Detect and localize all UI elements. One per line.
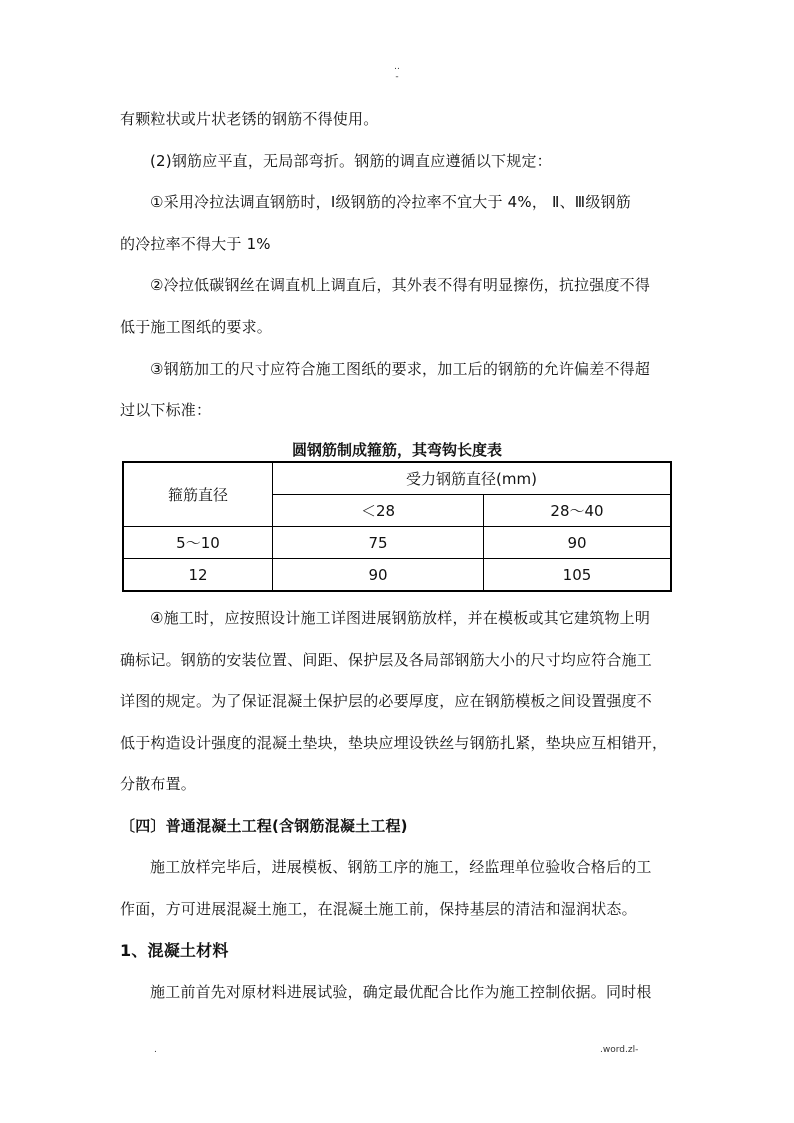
paragraph-line: ③钢筋加工的尺寸应符合施工图纸的要求，加工后的钢筋的允许偏差不得超 <box>150 360 651 378</box>
paragraph-line: 分散布置。 <box>120 775 197 793</box>
table-cell: 105 <box>484 559 672 592</box>
table-row <box>123 559 671 592</box>
header-mark-line2: - <box>395 72 399 82</box>
paragraph-line: 低于施工图纸的要求。 <box>120 318 273 336</box>
paragraph-line: (2)钢筋应平直，无局部弯折。钢筋的调直应遵循以下规定： <box>150 152 552 170</box>
paragraph-line: 的冷拉率不得大于 1% <box>120 235 271 253</box>
header-mark-line1: .. <box>394 62 400 72</box>
table-cell: 90 <box>273 559 484 592</box>
paragraph-line: ①采用冷拉法调直钢筋时，Ⅰ级钢筋的冷拉率不宜大于 4%， Ⅱ、Ⅲ级钢筋 <box>150 193 631 211</box>
paragraph-line: 施工放样完毕后，进展模板、钢筋工序的施工，经监理单位验收合格后的工 <box>150 858 652 876</box>
paragraph-line: ②冷拉低碳钢丝在调直机上调直后，其外表不得有明显擦伤，抗拉强度不得 <box>150 276 651 294</box>
table-col-header: ＜28 <box>273 495 484 527</box>
paragraph-line: 低于构造设计强度的混凝土垫块，垫块应埋设铁丝与钢筋扎紧，垫块应互相错开， <box>120 734 668 752</box>
paragraph-line: 作面，方可进展混凝土施工，在混凝土施工前，保持基层的清洁和湿润状态。 <box>120 900 637 918</box>
paragraph-line: 过以下标准： <box>120 401 212 419</box>
paragraph-line: 有颗粒状或片状老锈的钢筋不得使用。 <box>120 110 379 128</box>
table-cell: 90 <box>484 527 672 559</box>
table-col-header: 28～40 <box>484 495 672 527</box>
paragraph-line: 详图的规定。为了保证混凝土保护层的必要厚度，应在钢筋模板之间设置强度不 <box>120 692 653 710</box>
table-group-header: 受力钢筋直径(mm) <box>273 462 672 495</box>
table-row-header: 箍筋直径 <box>123 462 273 527</box>
section-heading: 〔四〕普通混凝土工程(含钢筋混凝土工程) <box>120 817 408 835</box>
header-mark <box>0 62 794 82</box>
table-cell: 12 <box>123 559 273 592</box>
table-caption: 圆钢筋制成箍筋，其弯钩长度表 <box>291 441 502 459</box>
table-row <box>123 527 671 559</box>
table-cell: 5～10 <box>123 527 273 559</box>
paragraph-line: ④施工时，应按照设计施工详图进展钢筋放样，并在模板或其它建筑物上明 <box>150 609 651 627</box>
footer-left: . <box>154 1045 157 1055</box>
subsection-heading: 1、混凝土材料 <box>120 941 229 960</box>
paragraph-line: 施工前首先对原材料进展试验，确定最优配合比作为施工控制依据。同时根 <box>150 983 652 1001</box>
footer-right: .word.zl- <box>600 1045 639 1055</box>
hook-length-table <box>122 461 672 592</box>
paragraph-line: 确标记。钢筋的安装位置、间距、保护层及各局部钢筋大小的尺寸均应符合施工 <box>120 651 653 669</box>
table-cell: 75 <box>273 527 484 559</box>
